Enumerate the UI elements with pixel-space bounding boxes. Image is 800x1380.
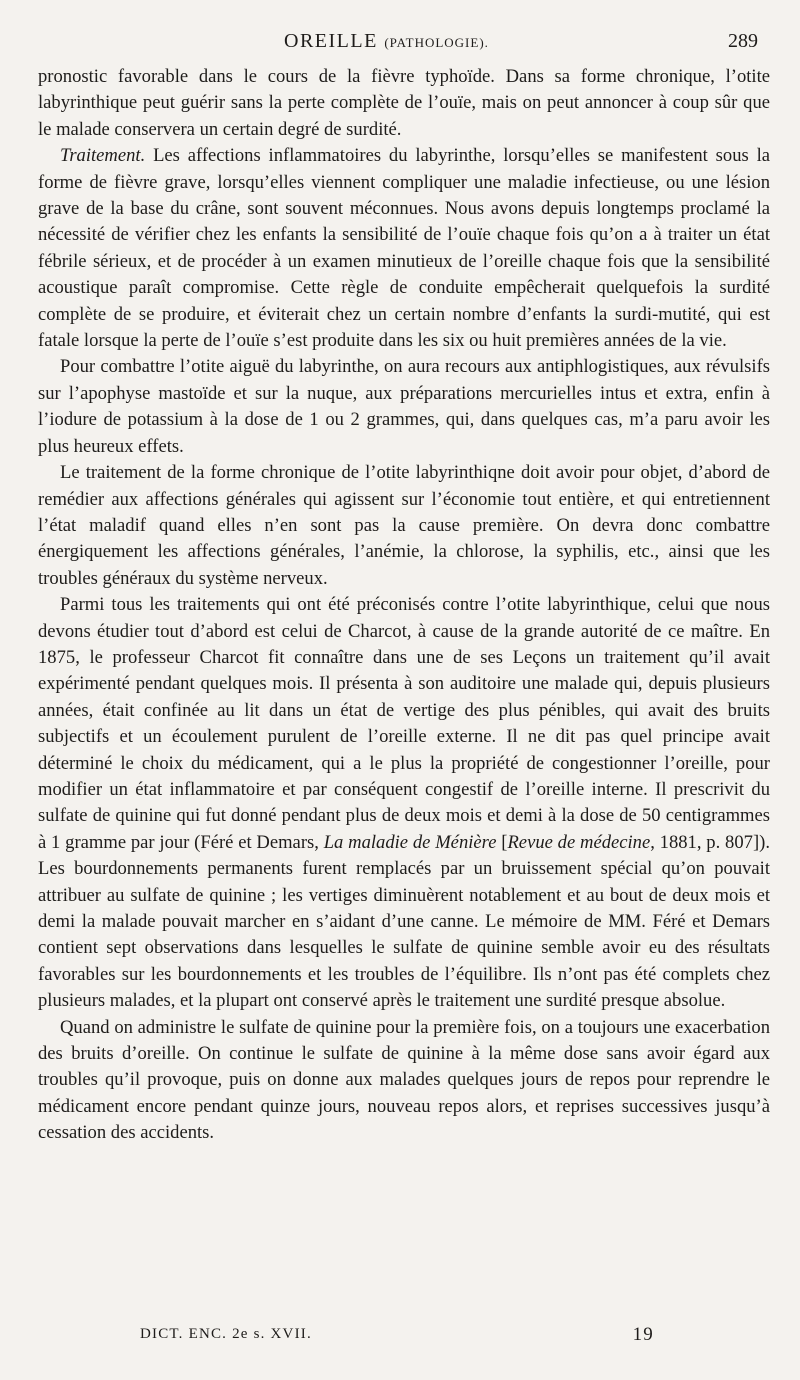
- paragraph-1: [38, 64, 770, 143]
- citation-title: La maladie de Ménière: [323, 831, 497, 853]
- running-title: [284, 30, 489, 53]
- paragraph-5-tail: , 1881, p. 807]). Les bourdonnements permanents furent remplacés par un bruissement spécial qu’on pouvait attribuer au sulfate de quinine ; les vertiges diminuèrent notablement et au bout de deux mois et demi la malade pouvait marcher en s’aidant d’une canne. Le mémoire de MM. Féré et Demars contient sept observations dans lesquelles le sulfate de quinine semble avoir eu des résultats favorables sur les bourdonnements et les troubles de l’équilibre. Ils n’ont pas été complets chez plusieurs malades, et la plupart ont conservé après le traitement une surdité presque absolue.: [38, 831, 770, 1012]
- citation-journal: Revue de médecine: [507, 831, 651, 853]
- paragraph-5: [38, 592, 770, 1015]
- paragraph-2: [38, 143, 770, 354]
- paragraph-1-text: pronostic favorable dans le cours de la fièvre typhoïde. Dans sa forme chronique, l’otite labyrinthique peut guérir sans la perte complète de l’ouïe, mais on peut annoncer à coup sûr que le malade conservera un certain degré de surdité.: [38, 66, 770, 140]
- page-number: 289: [728, 30, 758, 52]
- body-text: [38, 64, 770, 1147]
- signature-number: 19: [632, 1324, 654, 1345]
- signature-mark: DICT. ENC. 2e s. XVII.: [140, 1326, 312, 1342]
- paragraph-2-text: Les affections inflammatoires du labyrinthe, lorsqu’elles se manifestent sous la forme de fièvre grave, lorsqu’elles viennent compliquer une maladie infectieuse, ou une lésion grave de la base du crâne, sont souvent méconnues. Nous avons depuis longtemps proclamé la nécessité de vérifier chez les enfants la sensibilité de l’ouïe chaque fois qu’on a à traiter un état fébrile sérieux, et de procéder à un examen minutieux de l’oreille chaque fois que la sensibilité acoustique paraît compromise. Cette règle de conduite empêcherait quelquefois la surdité complète de se produire, et éviterait chez un certain nombre d’enfants la surdi-mutité, qui est fatale lorsque la perte de l’ouïe s’est produite dans les six ou huit premières années de la vie.: [38, 145, 770, 352]
- paragraph-4: [38, 460, 770, 592]
- paragraph-6: [38, 1015, 770, 1147]
- paragraph-5-text: Parmi tous les traitements qui ont été préconisés contre l’otite labyrinthique, celui que nous devons étudier tout d’abord est celui de Charcot, à cause de la grande autorité de ce maître. En 1875, le professeur Charcot fit connaître dans une de ses Leçons un traitement qu’il avait expérimenté pendant quelques mois. Il présenta à son auditoire une malade qui, depuis plusieurs années, était confinée au lit dans un état de vertige des plus pénibles, qui avait des bruits subjectifs et un écoulement purulent de l’oreille externe. Il ne dit pas quel principe avait déterminé le choix du médicament, qui a le plus la propriété de congestionner l’oreille, pour modifier un état inflammatoire et par conséquent congestif de l’oreille interne. Il prescrivit du sulfate de quinine qui fut donné pendant plus de deux mois et demi à la dose de 50 centigrammes à 1 gramme par jour (Féré et Demars,: [38, 594, 770, 853]
- paragraph-3-text: Pour combattre l’otite aiguë du labyrinthe, on aura recours aux antiphlogistiques, aux révulsifs sur l’apophyse mastoïde et sur la nuque, aux préparations mercurielles intus et extra, enfin à l’iodure de potassium à la dose de 1 ou 2 grammes, qui, dans quelques cas, m’a paru avoir les plus heureux effets.: [38, 356, 770, 457]
- paragraph-4-text: Le traitement de la forme chronique de l’otite labyrinthiqne doit avoir pour objet, d’abord de remédier aux affections générales qui agissent sur l’économie tout entière, et qui entretiennent l’état maladif quand elles n’en sont pas la cause première. On devra donc combattre énergiquement les affections générales, l’anémie, la chlorose, la syphilis, etc., ainsi que les troubles généraux du système nerveux.: [38, 462, 770, 589]
- section-lead-traitement: Traitement.: [60, 145, 146, 167]
- running-header: [38, 30, 770, 62]
- running-title-main: OREILLE: [284, 30, 378, 52]
- paragraph-6-text: Quand on administre le sulfate de quinine pour la première fois, on a toujours une exacerbation des bruits d’oreille. On continue le sulfate de quinine à la même dose sans avoir égard aux troubles qu’il provoque, puis on donne aux malades quelques jours de repos pour reprendre le médicament encore pendant quinze jours, nouveau repos alors, et reprises successives jusqu’à cessation des accidents.: [38, 1016, 770, 1144]
- paragraph-3: [38, 354, 770, 460]
- citation-bracket: [: [496, 831, 508, 853]
- running-title-subtitle: (PATHOLOGIE).: [384, 35, 489, 50]
